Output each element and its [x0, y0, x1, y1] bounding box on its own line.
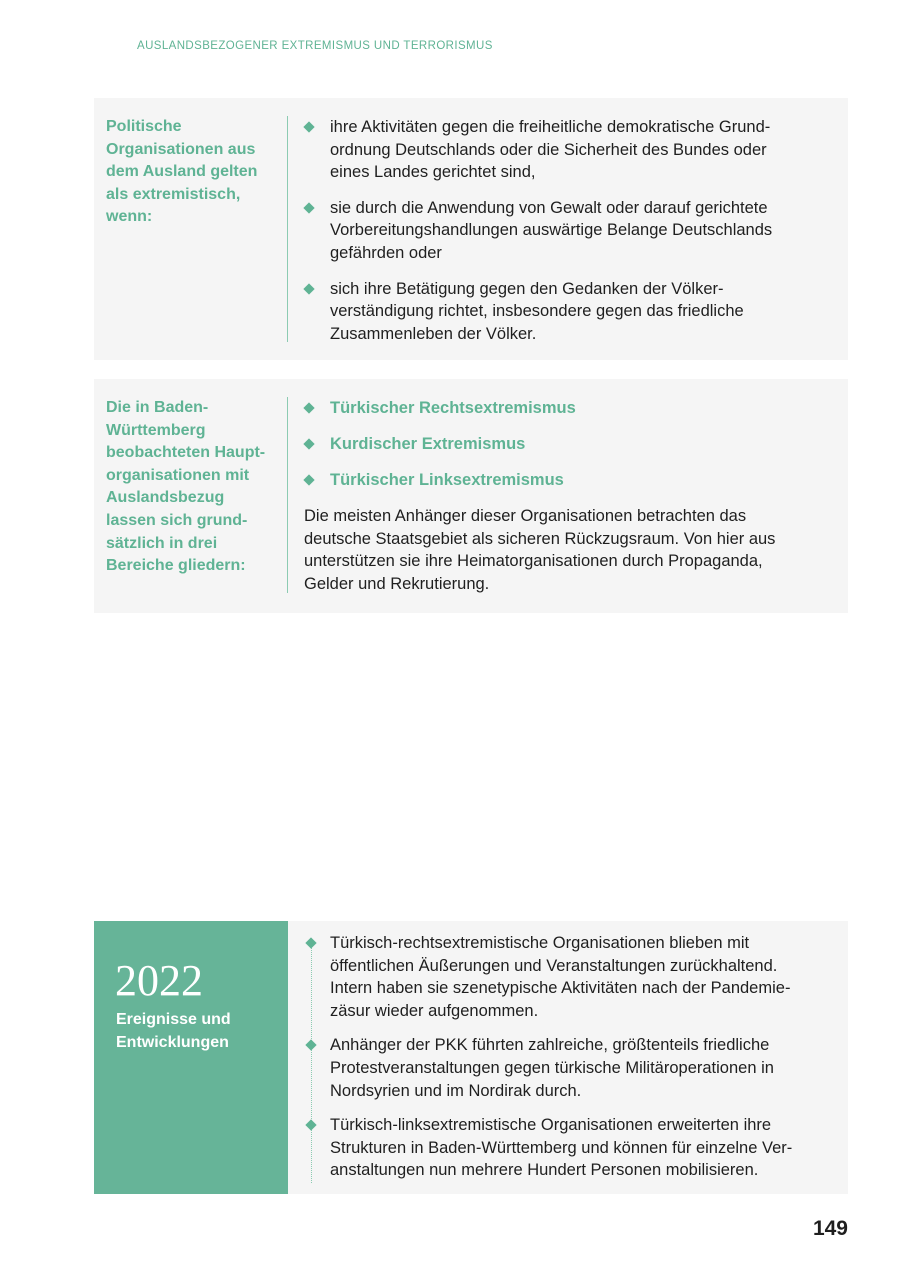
page-number: 149 — [812, 1217, 848, 1240]
vertical-divider — [287, 397, 288, 593]
text-line: unterstützen sie ihre Heimatorganisationen durch Propaganda, — [304, 552, 763, 571]
text-line: zäsur wieder aufgenommen. — [330, 1001, 539, 1020]
list-item — [302, 469, 822, 492]
text-line: ordnung Deutschlands oder die Sicherheit des Bundes oder — [330, 140, 767, 159]
label-line: lassen sich grund- — [106, 511, 248, 529]
events-year: 2022 — [115, 956, 203, 1005]
list-item — [302, 278, 822, 346]
events-box — [94, 921, 848, 1194]
summary-paragraph — [304, 505, 824, 595]
label-line: als extremistisch, — [106, 185, 241, 203]
text-line: Strukturen in Baden-Württemberg und können für einzelne Ver- — [330, 1138, 793, 1157]
text-line: öffentlichen Äußerungen und Veranstaltungen zurückhaltend. — [330, 956, 778, 975]
text-line: sich ihre Betätigung gegen den Gedanken der Völker- — [330, 279, 724, 298]
text-line: Zusammenleben der Völker. — [330, 324, 537, 343]
organizations-box — [94, 379, 848, 613]
label-line: sätzlich in drei — [106, 534, 218, 552]
category-label: Türkischer Rechtsextremismus — [330, 399, 576, 417]
label-line: Bereiche gliedern: — [106, 557, 246, 575]
label-line: Württemberg — [106, 421, 206, 439]
text-line: deutsche Staatsgebiet als sicheren Rückzugsraum. Von hier aus — [304, 529, 776, 548]
events-sidebar — [94, 921, 288, 1194]
vertical-divider — [287, 116, 288, 342]
label-line: Auslandsbezug — [106, 489, 225, 507]
text-line: Türkisch-rechtsextremistische Organisationen blieben mit — [330, 934, 750, 952]
text-line: Die meisten Anhänger dieser Organisationen betrachten das — [304, 507, 747, 525]
running-head: AUSLANDSBEZOGENER EXTREMISMUS UND TERRORISMUS — [137, 40, 493, 52]
diamond-bullet-icon — [303, 121, 314, 132]
events-subtitle — [116, 1009, 276, 1054]
list-item — [302, 433, 822, 456]
list-item — [302, 932, 822, 1022]
category-list — [302, 397, 822, 505]
criteria-list — [302, 116, 822, 358]
label-line: dem Ausland gelten — [106, 163, 258, 181]
definition-box-label — [106, 116, 278, 229]
list-item — [302, 1034, 822, 1102]
diamond-bullet-icon — [303, 474, 314, 485]
text-line: Vorbereitungshandlungen auswärtige Belange Deutschlands — [330, 221, 773, 240]
text-line: Türkisch-linksextremistische Organisationen erweiterten ihre — [330, 1116, 772, 1135]
list-item — [302, 397, 822, 420]
diamond-bullet-icon — [305, 1040, 316, 1051]
label-line: Die in Baden- — [106, 399, 209, 416]
category-label: Kurdischer Extremismus — [330, 434, 526, 453]
diamond-bullet-icon — [305, 1119, 316, 1130]
label-line: organisationen mit — [106, 466, 250, 484]
text-line: Protestveranstaltungen gegen türkische Militäroperationen in — [330, 1058, 774, 1077]
text-line: Intern haben sie szenetypische Aktivitäten nach der Pandemie- — [330, 979, 791, 998]
organizations-box-label — [106, 397, 278, 578]
text-line: anstaltungen nun mehrere Hundert Personen mobilisieren. — [330, 1161, 759, 1180]
text-line: gefährden oder — [330, 243, 442, 262]
text-line: Anhänger der PKK führten zahlreiche, größtenteils friedliche — [330, 1036, 770, 1055]
label-line: wenn: — [106, 208, 153, 226]
list-item — [302, 1114, 822, 1182]
category-label: Türkischer Linksextremismus — [330, 470, 564, 489]
subtitle-line: Ereignisse und — [116, 1011, 231, 1028]
definition-box — [94, 98, 848, 360]
text-line: Gelder und Rekrutierung. — [304, 574, 490, 593]
events-list — [302, 932, 822, 1194]
diamond-bullet-icon — [303, 283, 314, 294]
diamond-bullet-icon — [303, 438, 314, 449]
diamond-bullet-icon — [303, 402, 314, 413]
diamond-bullet-icon — [305, 937, 316, 948]
text-line: verständigung richtet, insbesondere gegen das friedliche — [330, 302, 744, 321]
diamond-bullet-icon — [303, 202, 314, 213]
label-line: beobachteten Haupt- — [106, 444, 266, 462]
list-item — [302, 116, 822, 184]
subtitle-line: Entwicklungen — [116, 1033, 229, 1051]
list-item — [302, 197, 822, 265]
text-line: ihre Aktivitäten gegen die freiheitliche demokratische Grund- — [330, 118, 771, 136]
text-line: sie durch die Anwendung von Gewalt oder darauf gerichtete — [330, 198, 768, 217]
text-line: eines Landes gerichtet sind, — [330, 163, 536, 182]
text-line: Nordsyrien und im Nordirak durch. — [330, 1081, 582, 1100]
label-line: Organisationen aus — [106, 140, 256, 158]
label-line: Politische — [106, 118, 182, 135]
